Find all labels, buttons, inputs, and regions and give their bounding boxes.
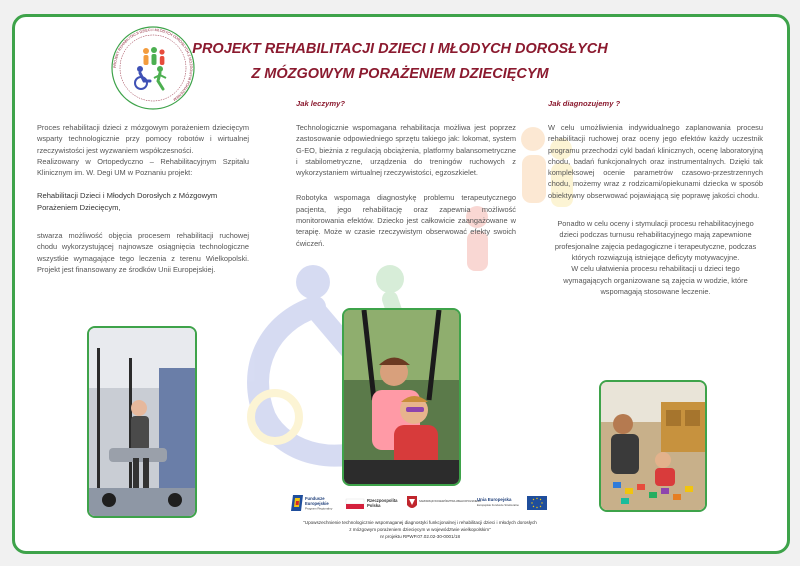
caption-line-1: "Upowszechnienie technologicznie wspomaganej diagnostyki funkcjonalnej i rehabilitacji dzieci i młodych dorosłych xyxy=(303,520,537,525)
column-diagnosis xyxy=(548,122,763,306)
polish-flag-logo xyxy=(346,498,398,509)
treatment-paragraph-1: Technologicznie wspomagana rehabilitacja możliwa jest poprzez zastosowanie odpowiedniego sprzętu takiego jak: lokomat, system G-EO, bieżnia z regulacją obciążenia, platformy balansometryczne i stabilometryczne, urządzenia do treningów ruchowych z wykorzystaniem wirtualnej rzeczywistości, egzoszkielet. xyxy=(296,123,516,178)
intro-project-name: Rehabilitacji Dzieci i Młodych Dorosłych z Mózgowym Porażeniem Dziecięcym, xyxy=(37,191,218,212)
wlkp-label: SAMORZĄD WOJEWÓDZTWA WIELKOPOLSKIEGO xyxy=(419,500,482,503)
caption-project-number: nr projektu RPWP.07.02.02-30-0001/18 xyxy=(379,534,461,539)
column-intro xyxy=(37,122,249,284)
rp-label-top: Rzeczpospolita xyxy=(367,498,398,503)
fe-label-mid: Europejskie xyxy=(305,501,329,506)
diagnosis-paragraph-1: W celu umożliwienia indywidualnego zaplanowania procesu rehabilitacji ruchowej oraz oceny jego efektów każdy uczestnik programu przechodzi cykl badań klinicznych, ocenę laboratoryjną chodu, badań funkcjonalnych oraz instrumentalnych. Dzięki tak kompleksowej ocenie parametrów czasowo-przestrzennych chodu, możemy wraz z rodzicami/opiekunami dziecka w sposób obiektywny obserwować pojawiającą się poprawę jakości chodu. xyxy=(548,123,763,200)
treatment-paragraph-2: Robotyka wspomaga diagnostykę problemu terapeutycznego pacjenta, jego rehabilitację oraz zapewnia możliwość monitorowania efektów. Dziecko jest całkowicie zaangażowane w terapię. Może w czasie rzeczywistym obserwować efekty swoich ćwiczeń. xyxy=(296,193,516,248)
page-title xyxy=(165,37,635,87)
watermark-head-orange xyxy=(521,127,545,151)
column-treatment xyxy=(296,122,516,258)
intro-paragraph-3: stwarza możliwość objęcia procesem rehabilitacji ruchowej chodu wykorzystującej najnowsze osiągnięcia technologiczne wszystkie wymagające tego leczenia z terenu Wielkopolski. Projekt jest finansowany ze środków Unii Europejskiej. xyxy=(37,231,249,274)
eu-flag-logo xyxy=(477,496,547,510)
wielkopolska-coat-of-arms-icon xyxy=(407,496,481,508)
heading-how-we-diagnose: Jak diagnozujemy ? xyxy=(548,99,621,108)
caption-line-2: z mózgowym porażeniem dziecięcym w województwie wielkopolskim" xyxy=(349,527,491,532)
project-caption xyxy=(289,519,551,540)
photo-exoskeleton-therapy xyxy=(87,326,197,518)
heading-how-we-treat: Jak leczymy? xyxy=(296,99,345,108)
partner-logos xyxy=(291,492,551,514)
rp-label-bottom: Polska xyxy=(367,503,381,508)
diagnosis-paragraph-3: W celu ułatwienia procesu rehabilitacji u dzieci tego wymagających organizowane są zajęcia w wodzie, które wspomagają stosowane leczenie. xyxy=(563,264,748,296)
watermark-head-green xyxy=(376,265,404,293)
fe-label-top: Fundusze xyxy=(305,496,325,501)
eu-funds-logo xyxy=(291,495,333,511)
watermark-body-orange xyxy=(522,155,546,203)
watermark-head-blue xyxy=(296,265,330,299)
ue-label-top: Unia Europejska xyxy=(477,497,512,502)
fe-label-sub: Program Regionalny xyxy=(305,506,333,511)
intro-paragraph-2: Realizowany w Ortopedyczno – Rehabilitacyjnym Szpitalu Klinicznym im. W. Degi UM w Poznaniu projekt: xyxy=(37,156,249,178)
logo-ring-text: PROJEKT REHABILITACJI DZIECI I MŁODYCH DOROSŁYCH Z MÓZGOWYM PORAŻENIEM xyxy=(112,27,194,102)
title-line-2: Z MÓZGOWYM PORAŻENIEM DZIECIĘCYM xyxy=(251,66,549,82)
photo-vr-rehabilitation xyxy=(342,308,461,486)
photo-pedagogical-play xyxy=(599,380,707,512)
diagnosis-paragraph-2: Ponadto w celu oceny i stymulacji procesu rehabilitacyjnego dzieci podczas turnusu rehabilitacyjnego mają zapewnione profesjonalne zajęcia pedagogiczne i terapeutyczne, podczas których rozwiązują istniejące deficyty motywacyjne. xyxy=(554,219,757,262)
ue-label-sub: Europejskie Fundusze Strukturalne xyxy=(477,504,519,507)
poster-sheet xyxy=(12,14,790,554)
intro-paragraph-1: Proces rehabilitacji dzieci z mózgowym porażeniem dziecięcym wsparty technologicznie przy pomocy robotów i wirtualnej rzeczywistości jest wyzwaniem współczesności. xyxy=(37,123,249,155)
title-line-1: PROJEKT REHABILITACJI DZIECI I MŁODYCH DOROSŁYCH xyxy=(192,41,608,57)
